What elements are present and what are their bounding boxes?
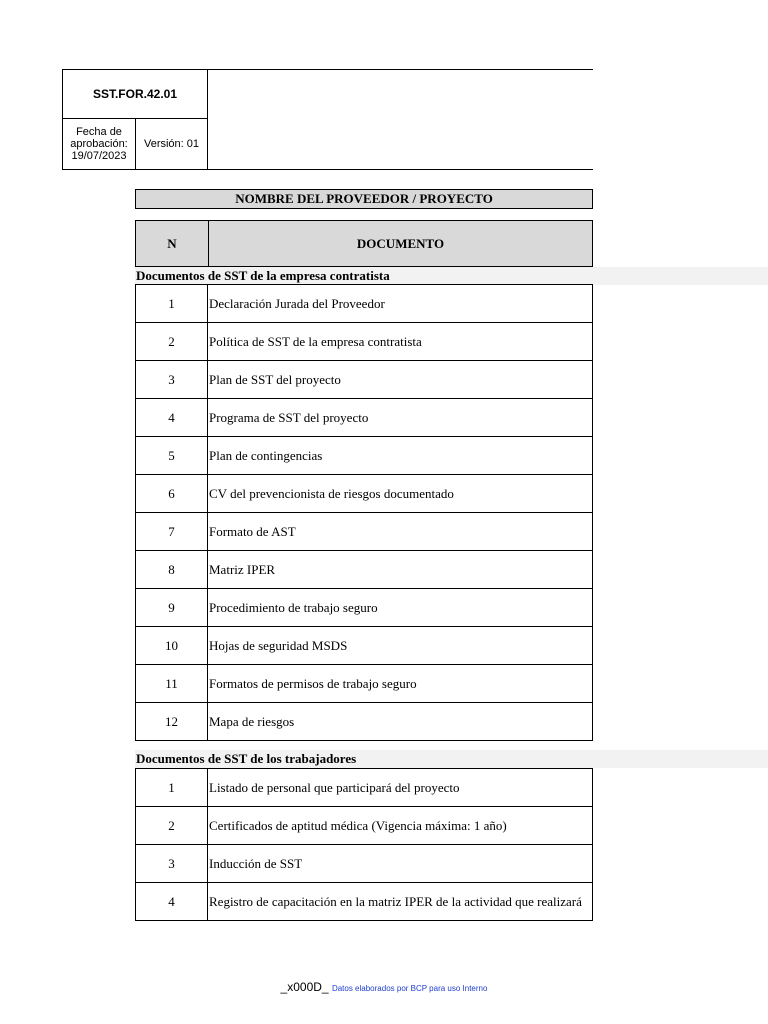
- row-number: 11: [136, 665, 208, 703]
- row-document: Registro de capacitación en la matriz IPER de la actividad que realizará: [208, 883, 593, 921]
- document-title: NOMBRE DEL PROVEEDOR / PROYECTO: [135, 189, 593, 209]
- workers-documents-table: [135, 768, 593, 921]
- column-document: DOCUMENTO: [356, 235, 445, 251]
- row-document: Plan de contingencias: [208, 437, 593, 475]
- row-number: 2: [136, 323, 208, 361]
- header-bottom-border: [207, 169, 593, 170]
- row-number: 5: [136, 437, 208, 475]
- row-document: Mapa de riesgos: [208, 703, 593, 741]
- table-row: [136, 845, 593, 883]
- table-row: [136, 513, 593, 551]
- row-number: 1: [136, 769, 208, 807]
- table-row: [136, 665, 593, 703]
- table-row: [136, 399, 593, 437]
- table-row: [136, 323, 593, 361]
- row-document: Certificados de aptitud médica (Vigencia máxima: 1 año): [208, 807, 593, 845]
- row-document: Plan de SST del proyecto: [208, 361, 593, 399]
- row-document: Listado de personal que participará del proyecto: [208, 769, 593, 807]
- row-document: Formatos de permisos de trabajo seguro: [208, 665, 593, 703]
- row-number: 9: [136, 589, 208, 627]
- table-row: [136, 551, 593, 589]
- form-code: SST.FOR.42.01: [62, 69, 208, 119]
- table-row: [136, 285, 593, 323]
- contractor-documents-table: [135, 284, 593, 741]
- table-row: [136, 627, 593, 665]
- row-number: 7: [136, 513, 208, 551]
- section-title-workers: Documentos de SST de los trabajadores: [135, 750, 768, 768]
- table-row: [136, 361, 593, 399]
- row-number: 1: [136, 285, 208, 323]
- row-document: Hojas de seguridad MSDS: [208, 627, 593, 665]
- table-row: [136, 475, 593, 513]
- table-row: [136, 589, 593, 627]
- approval-date: 19/07/2023: [71, 149, 127, 162]
- column-n: N: [136, 221, 209, 266]
- row-number: 12: [136, 703, 208, 741]
- row-number: 4: [136, 883, 208, 921]
- header-top-border: [207, 69, 593, 70]
- footer-prefix: _x000D_: [280, 980, 329, 994]
- section-title-contractor: Documentos de SST de la empresa contratista: [135, 267, 768, 285]
- row-number: 6: [136, 475, 208, 513]
- table-row: [136, 883, 593, 921]
- column-header: [135, 220, 593, 267]
- table-row: [136, 807, 593, 845]
- row-document: Procedimiento de trabajo seguro: [208, 589, 593, 627]
- row-document: Programa de SST del proyecto: [208, 399, 593, 437]
- row-document: Inducción de SST: [208, 845, 593, 883]
- table-row: [136, 703, 593, 741]
- row-number: 2: [136, 807, 208, 845]
- row-number: 4: [136, 399, 208, 437]
- row-number: 3: [136, 845, 208, 883]
- table-row: [136, 437, 593, 475]
- page-footer: [0, 980, 768, 994]
- version-cell: Versión: 01: [135, 118, 208, 170]
- row-document: Política de SST de la empresa contratista: [208, 323, 593, 361]
- footer-classification-note: Datos elaborados por BCP para uso Interno: [331, 984, 488, 993]
- row-document: Declaración Jurada del Proveedor: [208, 285, 593, 323]
- row-document: CV del prevencionista de riesgos documentado: [208, 475, 593, 513]
- row-number: 8: [136, 551, 208, 589]
- row-document: Matriz IPER: [208, 551, 593, 589]
- table-row: [136, 769, 593, 807]
- approval-label: Fecha de aprobación:: [70, 125, 128, 150]
- row-document: Formato de AST: [208, 513, 593, 551]
- row-number: 3: [136, 361, 208, 399]
- approval-date-cell: [62, 118, 136, 170]
- row-number: 10: [136, 627, 208, 665]
